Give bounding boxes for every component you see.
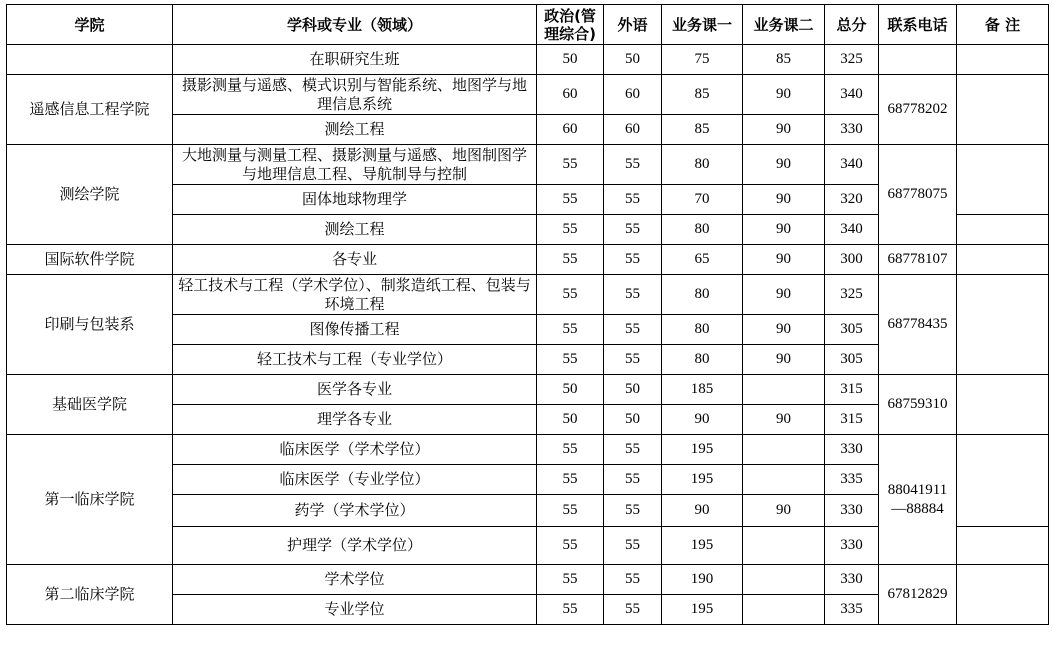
major-cell: 轻工技术与工程（学术学位）、制浆造纸工程、包装与环境工程 [173,275,537,315]
remark-cell [957,245,1049,275]
college-cell: 遥感信息工程学院 [7,75,173,145]
table-row [7,275,1049,315]
course1-cell: 85 [662,75,743,115]
politics-cell: 55 [537,595,604,625]
header-college: 学院 [7,5,173,45]
course1-cell: 70 [662,185,743,215]
major-cell: 在职研究生班 [173,45,537,75]
course1-cell: 195 [662,435,743,465]
language-cell: 50 [604,45,662,75]
course2-cell: 90 [743,495,825,527]
total-cell: 315 [825,405,879,435]
politics-cell: 50 [537,45,604,75]
college-cell: 第二临床学院 [7,565,173,625]
total-cell: 335 [825,595,879,625]
remark-cell [957,565,1049,625]
table-row [7,375,1049,405]
header-remark: 备 注 [957,5,1049,45]
phone-line-1: 88041911 [887,481,948,498]
course1-cell: 80 [662,275,743,315]
politics-cell: 50 [537,405,604,435]
total-cell: 300 [825,245,879,275]
course2-cell: 90 [743,185,825,215]
header-politics: 政治(管理综合) [537,5,604,45]
course1-cell: 75 [662,45,743,75]
course1-cell: 190 [662,565,743,595]
language-cell: 55 [604,145,662,185]
total-cell: 305 [825,315,879,345]
politics-cell: 55 [537,245,604,275]
language-cell: 55 [604,345,662,375]
language-cell: 55 [604,565,662,595]
phone-cell: 68778075 [879,145,957,245]
header-course2: 业务课二 [743,5,825,45]
course2-cell [743,465,825,495]
course1-cell: 195 [662,527,743,565]
major-cell: 临床医学（学术学位） [173,435,537,465]
politics-cell: 50 [537,375,604,405]
major-cell: 测绘工程 [173,115,537,145]
phone-cell [879,435,957,565]
header-phone: 联系电话 [879,5,957,45]
remark-cell [957,45,1049,75]
major-cell: 大地测量与测量工程、摄影测量与遥感、地图制图学与地理信息工程、导航制导与控制 [173,145,537,185]
major-cell: 摄影测量与遥感、模式识别与智能系统、地图学与地理信息系统 [173,75,537,115]
remark-cell [957,75,1049,145]
college-cell: 国际软件学院 [7,245,173,275]
course1-cell: 185 [662,375,743,405]
major-cell: 药学（学术学位） [173,495,537,527]
total-cell: 320 [825,185,879,215]
course2-cell: 90 [743,145,825,185]
politics-cell: 55 [537,345,604,375]
header-total: 总分 [825,5,879,45]
politics-cell: 55 [537,185,604,215]
table-row [7,245,1049,275]
total-cell: 325 [825,275,879,315]
course2-cell: 90 [743,275,825,315]
politics-cell: 55 [537,315,604,345]
language-cell: 55 [604,185,662,215]
language-cell: 55 [604,435,662,465]
politics-cell: 55 [537,145,604,185]
total-cell: 330 [825,115,879,145]
header-major: 学科或专业（领域） [173,5,537,45]
major-cell: 护理学（学术学位） [173,527,537,565]
politics-cell: 55 [537,495,604,527]
course2-cell: 90 [743,315,825,345]
politics-cell: 60 [537,115,604,145]
language-cell: 55 [604,595,662,625]
total-cell: 330 [825,565,879,595]
major-cell: 专业学位 [173,595,537,625]
total-cell: 305 [825,345,879,375]
course1-cell: 90 [662,495,743,527]
total-cell: 330 [825,495,879,527]
total-cell: 330 [825,435,879,465]
politics-cell: 55 [537,565,604,595]
phone-cell: 68759310 [879,375,957,435]
major-cell: 临床医学（专业学位） [173,465,537,495]
course1-cell: 195 [662,465,743,495]
total-cell: 325 [825,45,879,75]
course2-cell: 90 [743,75,825,115]
language-cell: 55 [604,495,662,527]
course2-cell: 90 [743,245,825,275]
table-row [7,145,1049,185]
phone-cell: 68778107 [879,245,957,275]
major-cell: 学术学位 [173,565,537,595]
remark-cell [957,375,1049,435]
politics-cell: 55 [537,465,604,495]
college-cell: 基础医学院 [7,375,173,435]
politics-cell: 55 [537,527,604,565]
major-cell: 固体地球物理学 [173,185,537,215]
language-cell: 55 [604,465,662,495]
table-row [7,565,1049,595]
total-cell: 330 [825,527,879,565]
major-cell: 轻工技术与工程（专业学位） [173,345,537,375]
college-cell: 第一临床学院 [7,435,173,565]
course2-cell [743,435,825,465]
phone-cell: 68778202 [879,75,957,145]
language-cell: 55 [604,275,662,315]
course2-cell: 90 [743,215,825,245]
major-cell: 医学各专业 [173,375,537,405]
politics-cell: 55 [537,435,604,465]
course1-cell: 80 [662,345,743,375]
header-course1: 业务课一 [662,5,743,45]
phone-cell-empty [879,45,957,75]
course2-cell [743,595,825,625]
language-cell: 55 [604,215,662,245]
language-cell: 60 [604,115,662,145]
politics-cell: 55 [537,275,604,315]
remark-cell [957,275,1049,375]
total-cell: 340 [825,75,879,115]
language-cell: 55 [604,245,662,275]
language-cell: 50 [604,375,662,405]
score-table [6,4,1049,625]
course2-cell [743,375,825,405]
major-cell: 各专业 [173,245,537,275]
language-cell: 55 [604,315,662,345]
phone-line-2: —88884 [891,500,944,517]
header-language: 外语 [604,5,662,45]
course1-cell: 85 [662,115,743,145]
remark-cell [957,215,1049,245]
language-cell: 60 [604,75,662,115]
remark-cell [957,435,1049,527]
course2-cell: 90 [743,115,825,145]
course1-cell: 80 [662,145,743,185]
remark-cell [957,145,1049,215]
table-row [7,435,1049,465]
remark-cell [957,527,1049,565]
politics-cell: 60 [537,75,604,115]
language-cell: 50 [604,405,662,435]
course2-cell [743,527,825,565]
course1-cell: 65 [662,245,743,275]
course1-cell: 80 [662,315,743,345]
table-row [7,45,1049,75]
course2-cell: 90 [743,345,825,375]
course2-cell [743,565,825,595]
language-cell: 55 [604,527,662,565]
total-cell: 335 [825,465,879,495]
total-cell: 340 [825,215,879,245]
major-cell: 理学各专业 [173,405,537,435]
total-cell: 340 [825,145,879,185]
course1-cell: 80 [662,215,743,245]
politics-cell: 55 [537,215,604,245]
college-cell-empty [7,45,173,75]
college-cell: 测绘学院 [7,145,173,245]
course2-cell: 90 [743,405,825,435]
phone-cell: 67812829 [879,565,957,625]
header-row [7,5,1049,45]
phone-cell: 68778435 [879,275,957,375]
table-row [7,75,1049,115]
major-cell: 图像传播工程 [173,315,537,345]
course1-cell: 195 [662,595,743,625]
major-cell: 测绘工程 [173,215,537,245]
college-cell: 印刷与包装系 [7,275,173,375]
course1-cell: 90 [662,405,743,435]
total-cell: 315 [825,375,879,405]
course2-cell: 85 [743,45,825,75]
